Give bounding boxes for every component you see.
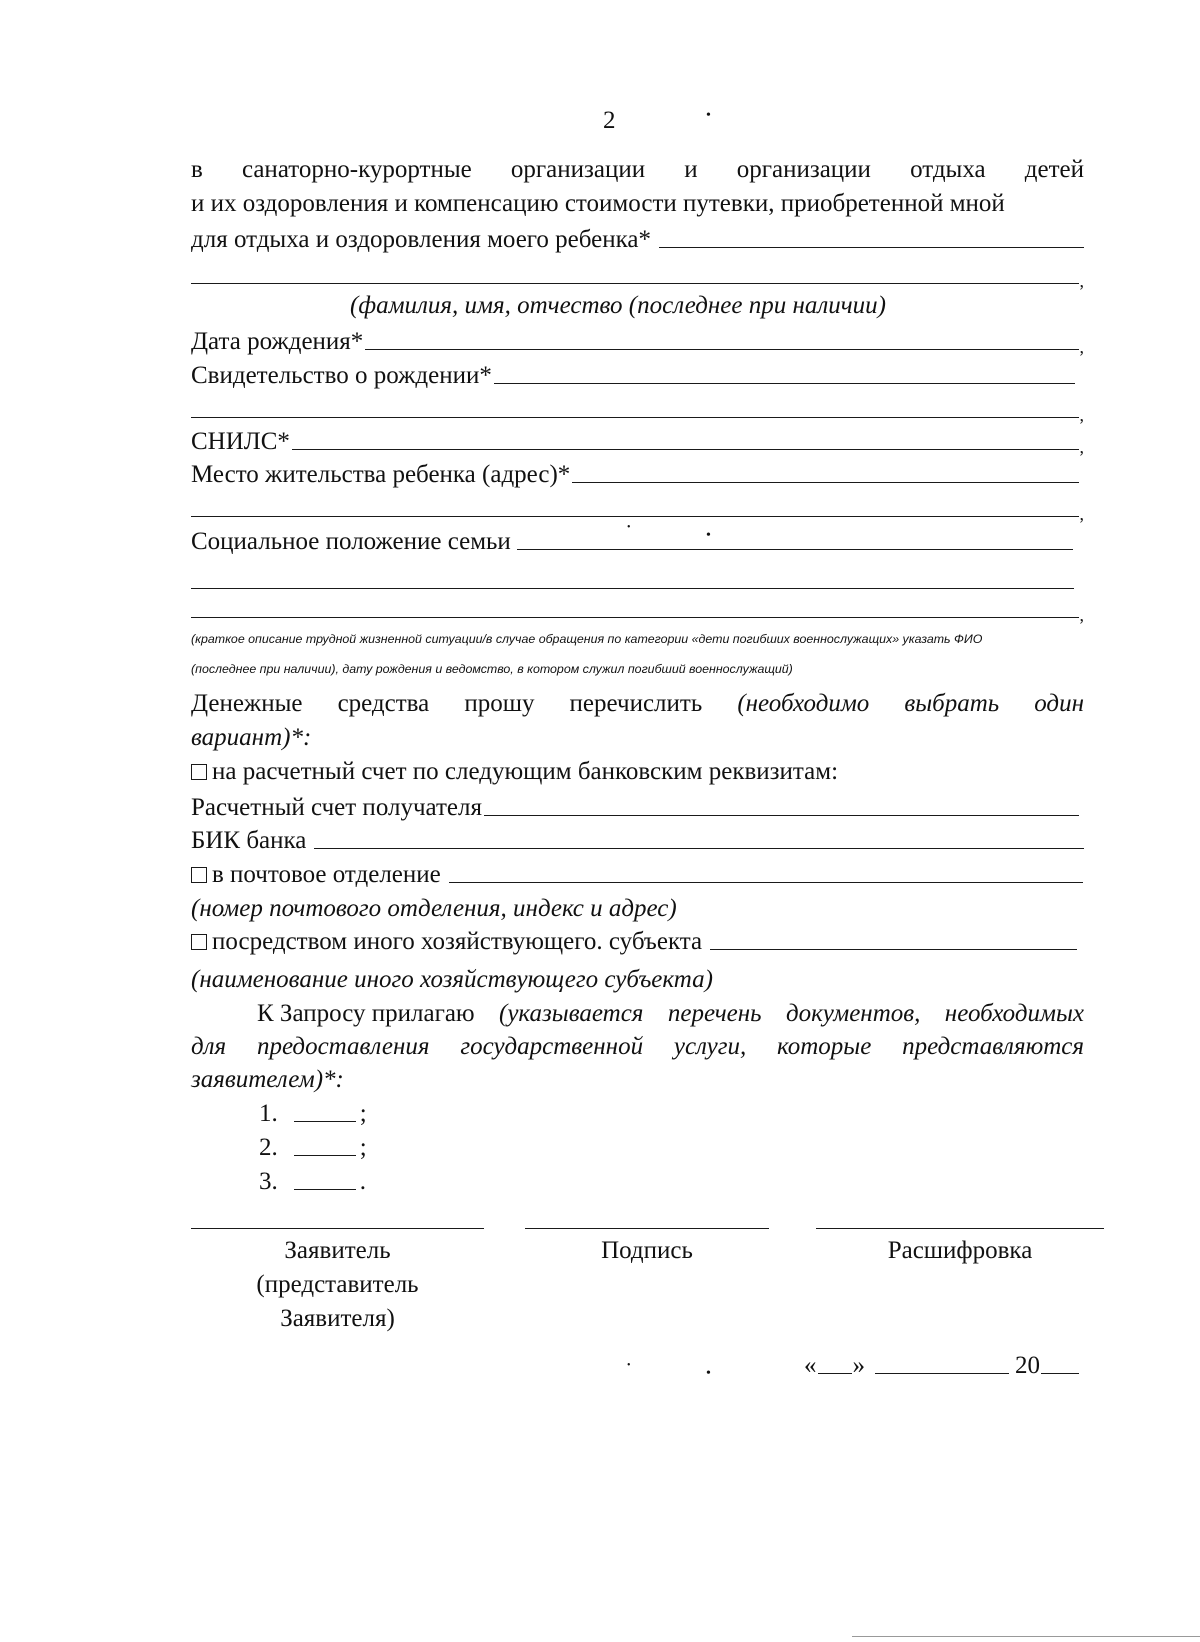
- post-row: [191, 855, 1083, 889]
- decoding-caption: Расшифровка: [887, 1237, 1033, 1264]
- attachment-item: [259, 1168, 366, 1196]
- payment-word: (необходимо: [737, 690, 870, 717]
- payment-word: средства: [337, 690, 430, 717]
- residence-field-2[interactable]: [191, 516, 1079, 517]
- social-status-field-2[interactable]: [191, 588, 1074, 589]
- residence-label: Место жительства ребенка (адрес)*: [191, 461, 571, 488]
- option-bank-label: на расчетный счет по следующим банковским реквизитам:: [212, 758, 839, 785]
- other-row: [191, 922, 1077, 956]
- social-status-field[interactable]: [517, 549, 1073, 550]
- other-hint: (наименование иного хозяйствующего субъекта): [191, 966, 713, 993]
- intro-word: в: [191, 156, 203, 183]
- intro-word: санаторно-курортные: [241, 156, 472, 183]
- birth-certificate-row: [191, 356, 1075, 390]
- attachments-word: необходимых: [944, 1000, 1084, 1027]
- intro-word: и: [684, 156, 698, 183]
- attachments-lead: К Запросу прилагаю: [257, 1000, 475, 1027]
- fio-hint: (фамилия, имя, отчество (последнее при наличии): [350, 292, 887, 319]
- social-status-label: Социальное положение семьи: [191, 528, 511, 555]
- scan-speck: •: [706, 108, 711, 123]
- birth-date-row: [191, 322, 1084, 356]
- snils-field[interactable]: [292, 449, 1079, 450]
- scan-speck: •: [706, 1366, 711, 1381]
- intro-word: детей: [1024, 156, 1084, 183]
- situation-hint-line-1: (краткое описание трудной жизненной ситуации/в случае обращения по категории «дети погибших военнослужащих» указать ФИО: [191, 632, 983, 646]
- birth-certificate-label: Свидетельство о рождении*: [191, 362, 492, 389]
- applicant-caption-line: Заявитель: [284, 1237, 391, 1264]
- attachment-field[interactable]: [294, 1189, 356, 1190]
- residence-field[interactable]: [572, 482, 1079, 483]
- date-row: [804, 1352, 1079, 1380]
- comma-mark: ,: [1079, 337, 1084, 357]
- bik-label: БИК банка: [191, 827, 307, 854]
- other-field[interactable]: [710, 949, 1077, 950]
- date-year-field[interactable]: [1041, 1373, 1079, 1374]
- applicant-line[interactable]: [191, 1228, 484, 1229]
- attachment-item: [259, 1100, 367, 1128]
- signature-caption: Подпись: [601, 1237, 693, 1264]
- attachments-word: предоставления: [256, 1033, 430, 1060]
- applicant-caption-line: (представитель: [256, 1271, 419, 1298]
- signature-line[interactable]: [525, 1228, 769, 1229]
- payment-line-2: вариант)*:: [191, 724, 312, 751]
- scan-speck: •: [706, 528, 711, 543]
- intro-line-1: [191, 156, 1084, 184]
- payment-word: прошу: [464, 690, 535, 717]
- payment-line-1: [191, 690, 1084, 718]
- applicant-caption: [191, 1234, 484, 1336]
- child-name-field[interactable]: [659, 247, 1084, 248]
- payment-word: Денежные: [191, 690, 303, 717]
- birth-date-field[interactable]: [365, 349, 1078, 350]
- intro-line-3: для отдыха и оздоровления моего ребенка*: [191, 226, 651, 253]
- comma-mark: ,: [1079, 437, 1084, 457]
- birth-certificate-field-2[interactable]: [191, 417, 1079, 418]
- scan-speck: •: [627, 522, 631, 533]
- bank-checkbox[interactable]: [191, 764, 207, 780]
- attachment-number: 1.: [259, 1100, 278, 1127]
- post-checkbox[interactable]: [191, 867, 207, 883]
- birth-certificate-field[interactable]: [494, 383, 1075, 384]
- bik-row: [191, 821, 1084, 855]
- attachments-word: представляются: [902, 1033, 1084, 1060]
- date-close-quote: »: [852, 1352, 865, 1379]
- option-other: [191, 928, 702, 956]
- account-label: Расчетный счет получателя: [191, 794, 482, 821]
- date-day-field[interactable]: [818, 1373, 852, 1374]
- account-row: [191, 788, 1079, 822]
- social-status-row-3: [191, 590, 1084, 624]
- social-status-row: [191, 522, 1073, 556]
- date-open-quote: «: [804, 1352, 817, 1379]
- child-name-field-2[interactable]: [191, 283, 1079, 284]
- snils-row: [191, 422, 1084, 456]
- option-post: [191, 861, 441, 889]
- option-bank: [191, 758, 838, 786]
- intro-word: организации: [510, 156, 646, 183]
- attachment-field[interactable]: [294, 1121, 356, 1122]
- situation-hint-line-2: (последнее при наличии), дату рождения и ведомство, в котором служил погибший военнослужащий): [191, 662, 793, 676]
- residence-row-2: [191, 489, 1084, 523]
- attachment-end: ;: [359, 1134, 367, 1161]
- account-field[interactable]: [484, 815, 1079, 816]
- decoding-line[interactable]: [816, 1228, 1104, 1229]
- attachments-word: которые: [777, 1033, 872, 1060]
- birth-date-label: Дата рождения*: [191, 328, 364, 355]
- attachments-line-3: заявителем)*:: [191, 1066, 344, 1093]
- intro-word: отдыха: [910, 156, 986, 183]
- attachment-end: ;: [359, 1100, 367, 1127]
- intro-word: организации: [736, 156, 871, 183]
- intro-line-2: и их оздоровления и компенсацию стоимости путевки, приобретенной мной: [191, 190, 1005, 217]
- comma-mark: ,: [1079, 504, 1084, 524]
- payment-word: один: [1034, 690, 1084, 717]
- comma-mark: ,: [1079, 605, 1084, 625]
- post-field[interactable]: [449, 882, 1083, 883]
- option-post-label: в почтовое отделение: [212, 861, 441, 888]
- bik-field[interactable]: [314, 848, 1084, 849]
- date-month-field[interactable]: [875, 1373, 1009, 1374]
- attachments-word: для: [191, 1033, 227, 1060]
- attachments-word: документов,: [785, 1000, 921, 1027]
- snils-label: СНИЛС*: [191, 428, 290, 455]
- child-name-row-2: [191, 256, 1084, 290]
- payment-word: выбрать: [904, 690, 1000, 717]
- child-name-row: [191, 220, 1084, 254]
- date-year-prefix: 20: [1015, 1352, 1040, 1379]
- attachments-word: перечень: [667, 1000, 762, 1027]
- scan-edge: [852, 1636, 1200, 1637]
- attachment-number: 2.: [259, 1134, 278, 1161]
- attachment-number: 3.: [259, 1168, 278, 1195]
- attachment-item: [259, 1134, 367, 1162]
- scan-speck: •: [627, 1360, 631, 1371]
- attachments-line-1: [257, 1000, 1084, 1028]
- payment-word: перечислить: [569, 690, 703, 717]
- attachment-field[interactable]: [294, 1155, 356, 1156]
- social-status-field-3[interactable]: [191, 617, 1079, 618]
- comma-mark: ,: [1079, 271, 1084, 291]
- page-number: 2: [603, 107, 616, 134]
- residence-row: [191, 455, 1079, 489]
- other-checkbox[interactable]: [191, 934, 207, 950]
- attachments-word: услуги,: [673, 1033, 747, 1060]
- attachments-word: (указывается: [499, 1000, 644, 1027]
- attachment-end: .: [359, 1168, 366, 1195]
- comma-mark: ,: [1079, 405, 1084, 425]
- applicant-caption-line: Заявителя): [280, 1305, 395, 1332]
- birth-certificate-row-2: [191, 390, 1084, 424]
- attachments-line-2: [191, 1033, 1084, 1061]
- post-hint: (номер почтового отделения, индекс и адрес): [191, 895, 677, 922]
- attachments-word: государственной: [460, 1033, 644, 1060]
- option-other-label: посредством иного хозяйствующего. субъекта: [212, 928, 703, 955]
